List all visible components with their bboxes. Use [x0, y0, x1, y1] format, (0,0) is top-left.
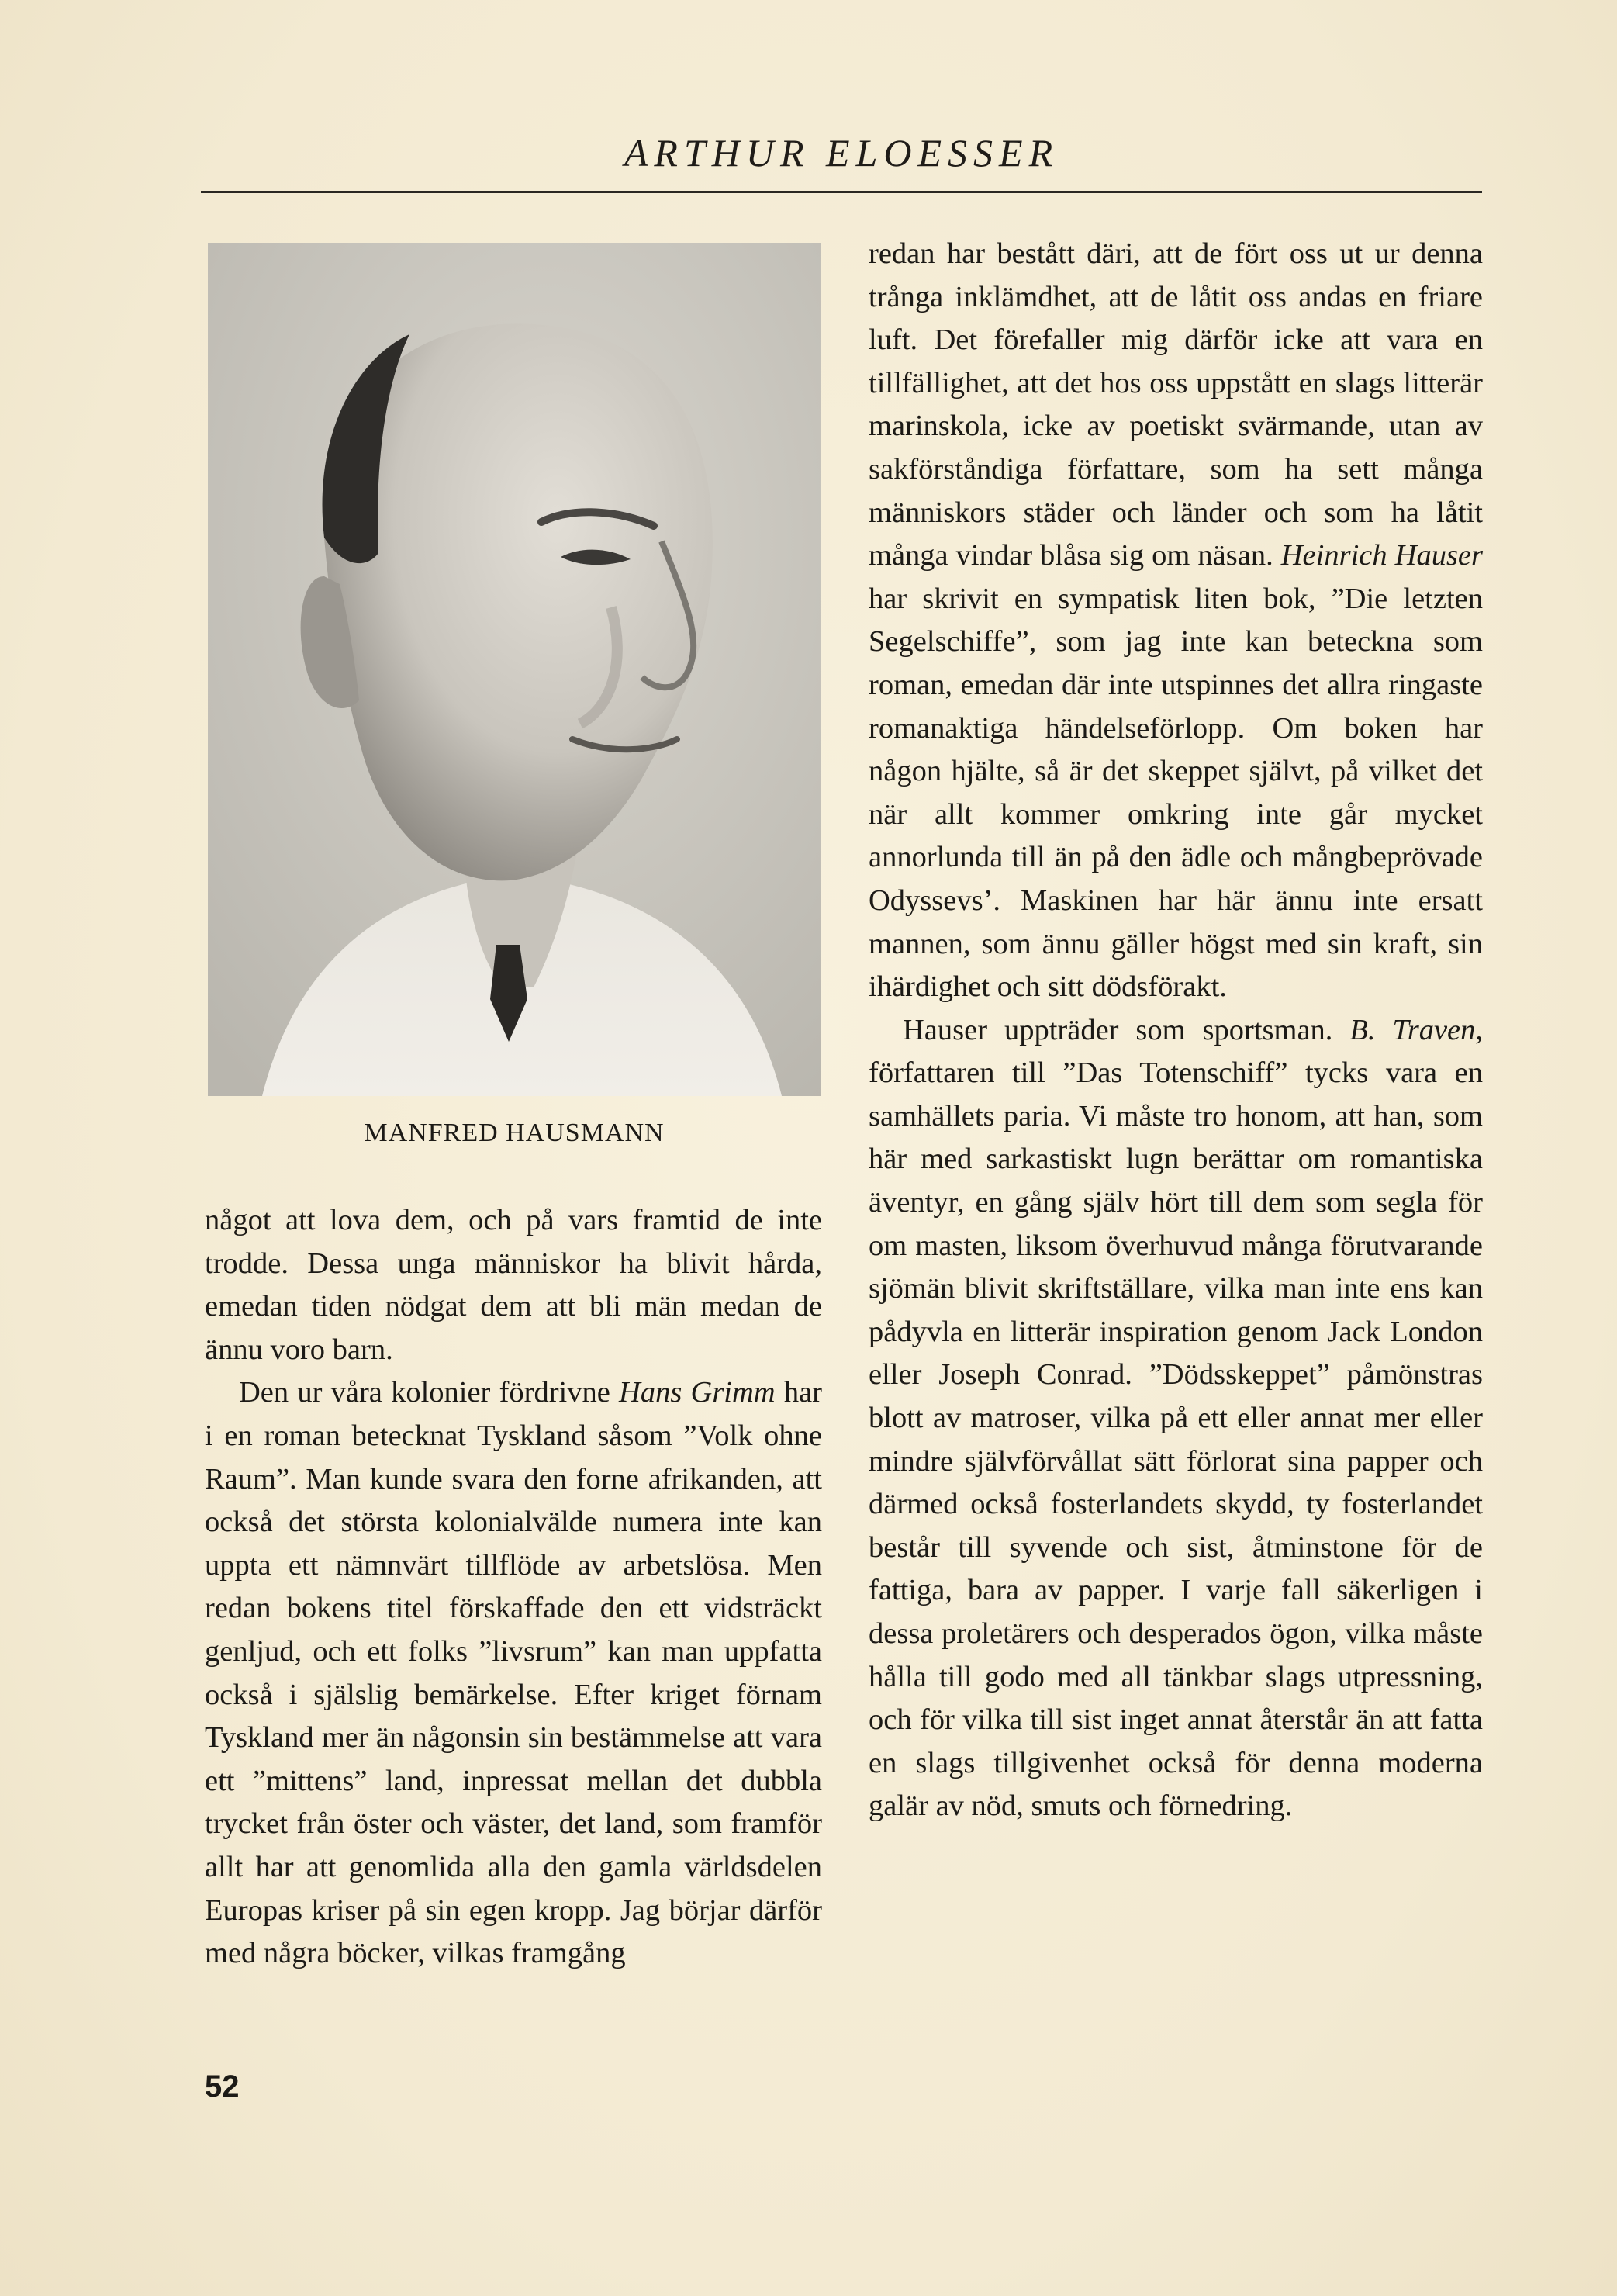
text-run: Hauser uppträder som sportsman.: [903, 1013, 1350, 1046]
text-run: Den ur våra kolonier fördrivne: [239, 1376, 620, 1409]
author-name: Heinrich Hauser: [1280, 539, 1484, 572]
author-name: B. Traven,: [1349, 1013, 1484, 1046]
photo-caption: MANFRED HAUSMANN: [364, 1119, 665, 1147]
header-rule: [201, 191, 1482, 193]
author-name: Hans Grimm: [619, 1376, 776, 1409]
text-run: författaren till ”Das Totenschiff” tycks vara en samhällets paria. Vi måste tro honom, att han, som här med sarkastiskt lugn berättar om romantiska äventyr, en gång själv hört till dem som segla för om masten, liksom överhuvud många förutvarande sjömän blivit skriftställare, vilka man inte ens kan pådyvla en litterär inspiration genom Jack London eller Joseph Conrad. ”Dödsskeppet” påmönstras blott av matroser, vilka på ett eller annat mer eller mindre självförvållat sätt förlorat sina papper och därmed också fosterlandets skydd, ty fosterlandet består till syvende och sist, åtminstone för de fattiga, bara av papper. I varje fall säkerligen i dessa proletärers och desperados ögon, vilka måste hålla till godo med all tänkbar slags utpressning, och för vilka till sist inget annat återstår än att fatta en slags tillgivenhet också för denna moderna galär av nöd, smuts och förnedring.: [869, 1056, 1483, 1823]
text-run: redan har bestått däri, att de fört oss ut ur denna trånga inklämdhet, att de låtit oss andas en friare luft. Det förefaller mig därför icke att vara en tillfällighet, att det hos oss uppstått en slags litterär marinskola, icke av poetiskt svärmande, utan av sakförståndiga författare, som ha sett många människors städer och länder och som ha låtit många vindar blåsa sig om näsan.: [869, 237, 1483, 572]
paragraph: [869, 233, 1483, 1009]
paragraph: [869, 1009, 1483, 1828]
portrait-illustration: [208, 243, 821, 1096]
paragraph: [205, 1371, 822, 1975]
text-run: har i en roman betecknat Tyskland såsom ”Volk ohne Raum”. Man kunde svara den forne afrikanden, att också det största kolonialvälde numera inte kan uppta ett nämnvärt tillflöde av arbetslösa. Men redan bokens titel förskaffade den ett vidsträckt genljud, och ett folks ”livsrum” kan man uppfatta också i själslig bemärkelse. Efter kriget förnam Tyskland mer än någonsin sin bestämmelse att vara ett ”mittens” land, inpressat mellan det dubbla trycket från öster och väster, det land, som framför allt har att genomlida alla den gamla världsdelen Europas kriser på sin egen kropp. Jag börjar därför med några böcker, vilkas framgång: [205, 1376, 822, 1970]
portrait-photo: [208, 243, 821, 1096]
text-run: har skrivit en sympatisk liten bok, ”Die letzten Segelschiffe”, som jag inte kan beteckna som roman, emedan där inte utspinnes det allra ringaste romanaktiga händelseförlopp. Om boken har någon hjälte, så är det skeppet självt, på vilket det när allt kommer omkring inte går mycket annorlunda till än på den ädle och mångbeprövade Odyssevs’. Maskinen har här ännu inte ersatt mannen, som ännu gäller högst med sin kraft, sin ihärdighet och sitt dödsförakt.: [869, 582, 1483, 1004]
right-column: [869, 233, 1483, 1828]
paragraph: något att lova dem, och på vars framtid de inte trodde. Dessa unga människor ha blivit hårda, emedan tiden nödgat dem att bli män medan de ännu voro barn.: [205, 1204, 822, 1366]
left-column: [205, 1199, 822, 1976]
running-head: ARTHUR ELOESSER: [624, 131, 1059, 175]
page-number: 52: [205, 2070, 240, 2104]
